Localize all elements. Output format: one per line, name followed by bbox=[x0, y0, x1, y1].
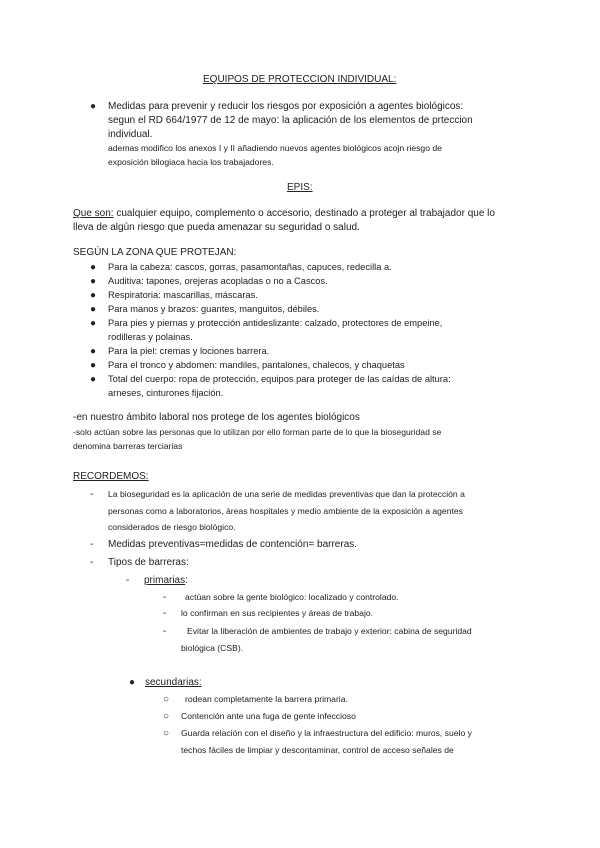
intro-line: individual. bbox=[108, 129, 153, 140]
list-item: Auditiva: tapones, orejeras acopladas o no a Cascos. bbox=[108, 276, 328, 286]
bullet-dot: ● bbox=[90, 304, 97, 315]
bullet-dash: - bbox=[163, 592, 167, 603]
list-item: Respiratoria: mascarillas, máscaras. bbox=[108, 290, 258, 300]
list-item: Para pies y piernas y protección antideslizante: calzado, protectores de empeine, bbox=[108, 318, 443, 328]
document-title: EQUIPOS DE PROTECCION INDIVIDUAL: bbox=[203, 74, 397, 85]
list-item: Total del cuerpo: ropa de protección, equipos para proteger de las caídas de altura: bbox=[108, 374, 451, 384]
list-item: Para manos y brazos: guantes, manguitos, débiles. bbox=[108, 304, 320, 314]
bullet-dot: ● bbox=[90, 374, 97, 385]
intro-line: Medidas para prevenir y reducir los riesgos por exposición a agentes biológicos: bbox=[108, 101, 464, 112]
bullet-dot: ● bbox=[90, 101, 97, 112]
list-item: Para el tronco y abdomen: mandiles, pantalones, chalecos, y chaquetas bbox=[108, 360, 405, 370]
list-item: rodean completamente la barrera primaria. bbox=[185, 694, 348, 704]
list-item: Tipos de barreras: bbox=[108, 557, 189, 568]
list-item: lo confirman en sus recipientes y áreas de trabajo. bbox=[181, 608, 374, 618]
bullet-dot: ● bbox=[90, 262, 97, 273]
bullet-circle: ○ bbox=[163, 694, 170, 705]
intro-line: ademas modifico los anexos I y II añadiendo nuevos agentes biológicos acojn riesgo de bbox=[108, 143, 442, 153]
note-line: -solo actúan sobre las personas que lo utilizan por ello forman parte de lo que la bioseguridad se bbox=[73, 427, 442, 437]
bullet-dot: ● bbox=[90, 276, 97, 287]
list-item: techos fáciles de limpiar y descontaminar, control de acceso señales de bbox=[181, 745, 454, 755]
list-item: rodilleras y polainas. bbox=[108, 332, 193, 342]
epis-heading: EPIS: bbox=[287, 182, 313, 193]
bullet-dot: ● bbox=[90, 360, 97, 371]
list-item: actúan sobre la gente biológico: localizado y controlado. bbox=[185, 592, 399, 602]
zona-heading: SEGÚN LA ZONA QUE PROTEJAN: bbox=[73, 247, 237, 258]
bullet-dot: ● bbox=[90, 346, 97, 357]
bullet-dash: - bbox=[126, 575, 130, 586]
bullet-dash: - bbox=[90, 557, 94, 568]
que-son-text: cualquier equipo, complemento o accesorio, destinado a proteger al trabajador que lo bbox=[113, 208, 495, 219]
bullet-dash: - bbox=[90, 539, 94, 550]
bullet-dot: ● bbox=[90, 318, 97, 329]
note-line: denomina barreras terciarias bbox=[73, 441, 183, 451]
list-item: Para la piel: cremas y lociones barrera. bbox=[108, 346, 270, 356]
list-item: personas como a laboratorios, áreas hospitales y medio ambiente de la exposición a agentes bbox=[108, 506, 463, 516]
primarias-heading bbox=[144, 574, 188, 587]
list-item: biológica (CSB). bbox=[181, 643, 244, 653]
list-item: arneses, cinturones fijación. bbox=[108, 388, 224, 398]
intro-line: exposición bilogiaca hacia los trabajadores. bbox=[108, 157, 274, 167]
que-son-paragraph bbox=[73, 207, 495, 220]
list-item: considerados de riesgo biológico. bbox=[108, 522, 236, 532]
bullet-dash: - bbox=[90, 489, 94, 500]
que-son-label: Que son: bbox=[73, 208, 114, 219]
intro-line: segun el RD 664/1977 de 12 de mayo: la aplicación de los elementos de prteccion bbox=[108, 115, 473, 126]
list-item: Evitar la liberación de ambientes de trabajo y exterior: cabina de seguridad bbox=[187, 626, 472, 636]
list-item: La bioseguridad es la aplicación de una serie de medidas preventivas que dan la protección a bbox=[108, 489, 465, 499]
bullet-dash: - bbox=[163, 608, 167, 619]
list-item: Medidas preventivas=medidas de contención= barreras. bbox=[108, 539, 358, 550]
list-item: Para la cabeza: cascos, gorras, pasamontañas, capuces, redecilla a. bbox=[108, 262, 392, 272]
recordemos-heading: RECORDEMOS: bbox=[73, 471, 149, 482]
bullet-dot: ● bbox=[129, 677, 136, 688]
note-line: -en nuestro ámbito laboral nos protege de los agentes biológicos bbox=[73, 412, 360, 423]
bullet-circle: ○ bbox=[163, 711, 170, 722]
list-item: Contención ante una fuga de gente infeccioso bbox=[181, 711, 356, 721]
bullet-circle: ○ bbox=[163, 728, 170, 739]
bullet-dash: - bbox=[163, 626, 167, 637]
bullet-dot: ● bbox=[90, 290, 97, 301]
que-son-text: lleva de algún riesgo que pueda amenazar su seguridad o salud. bbox=[73, 222, 360, 233]
primarias-label: primarias bbox=[144, 575, 186, 586]
primarias-colon: : bbox=[185, 575, 188, 586]
list-item: Guarda relación con el diseño y la infraestructura del edificio: muros, suelo y bbox=[181, 728, 472, 738]
secundarias-label: secundarias: bbox=[145, 677, 202, 688]
